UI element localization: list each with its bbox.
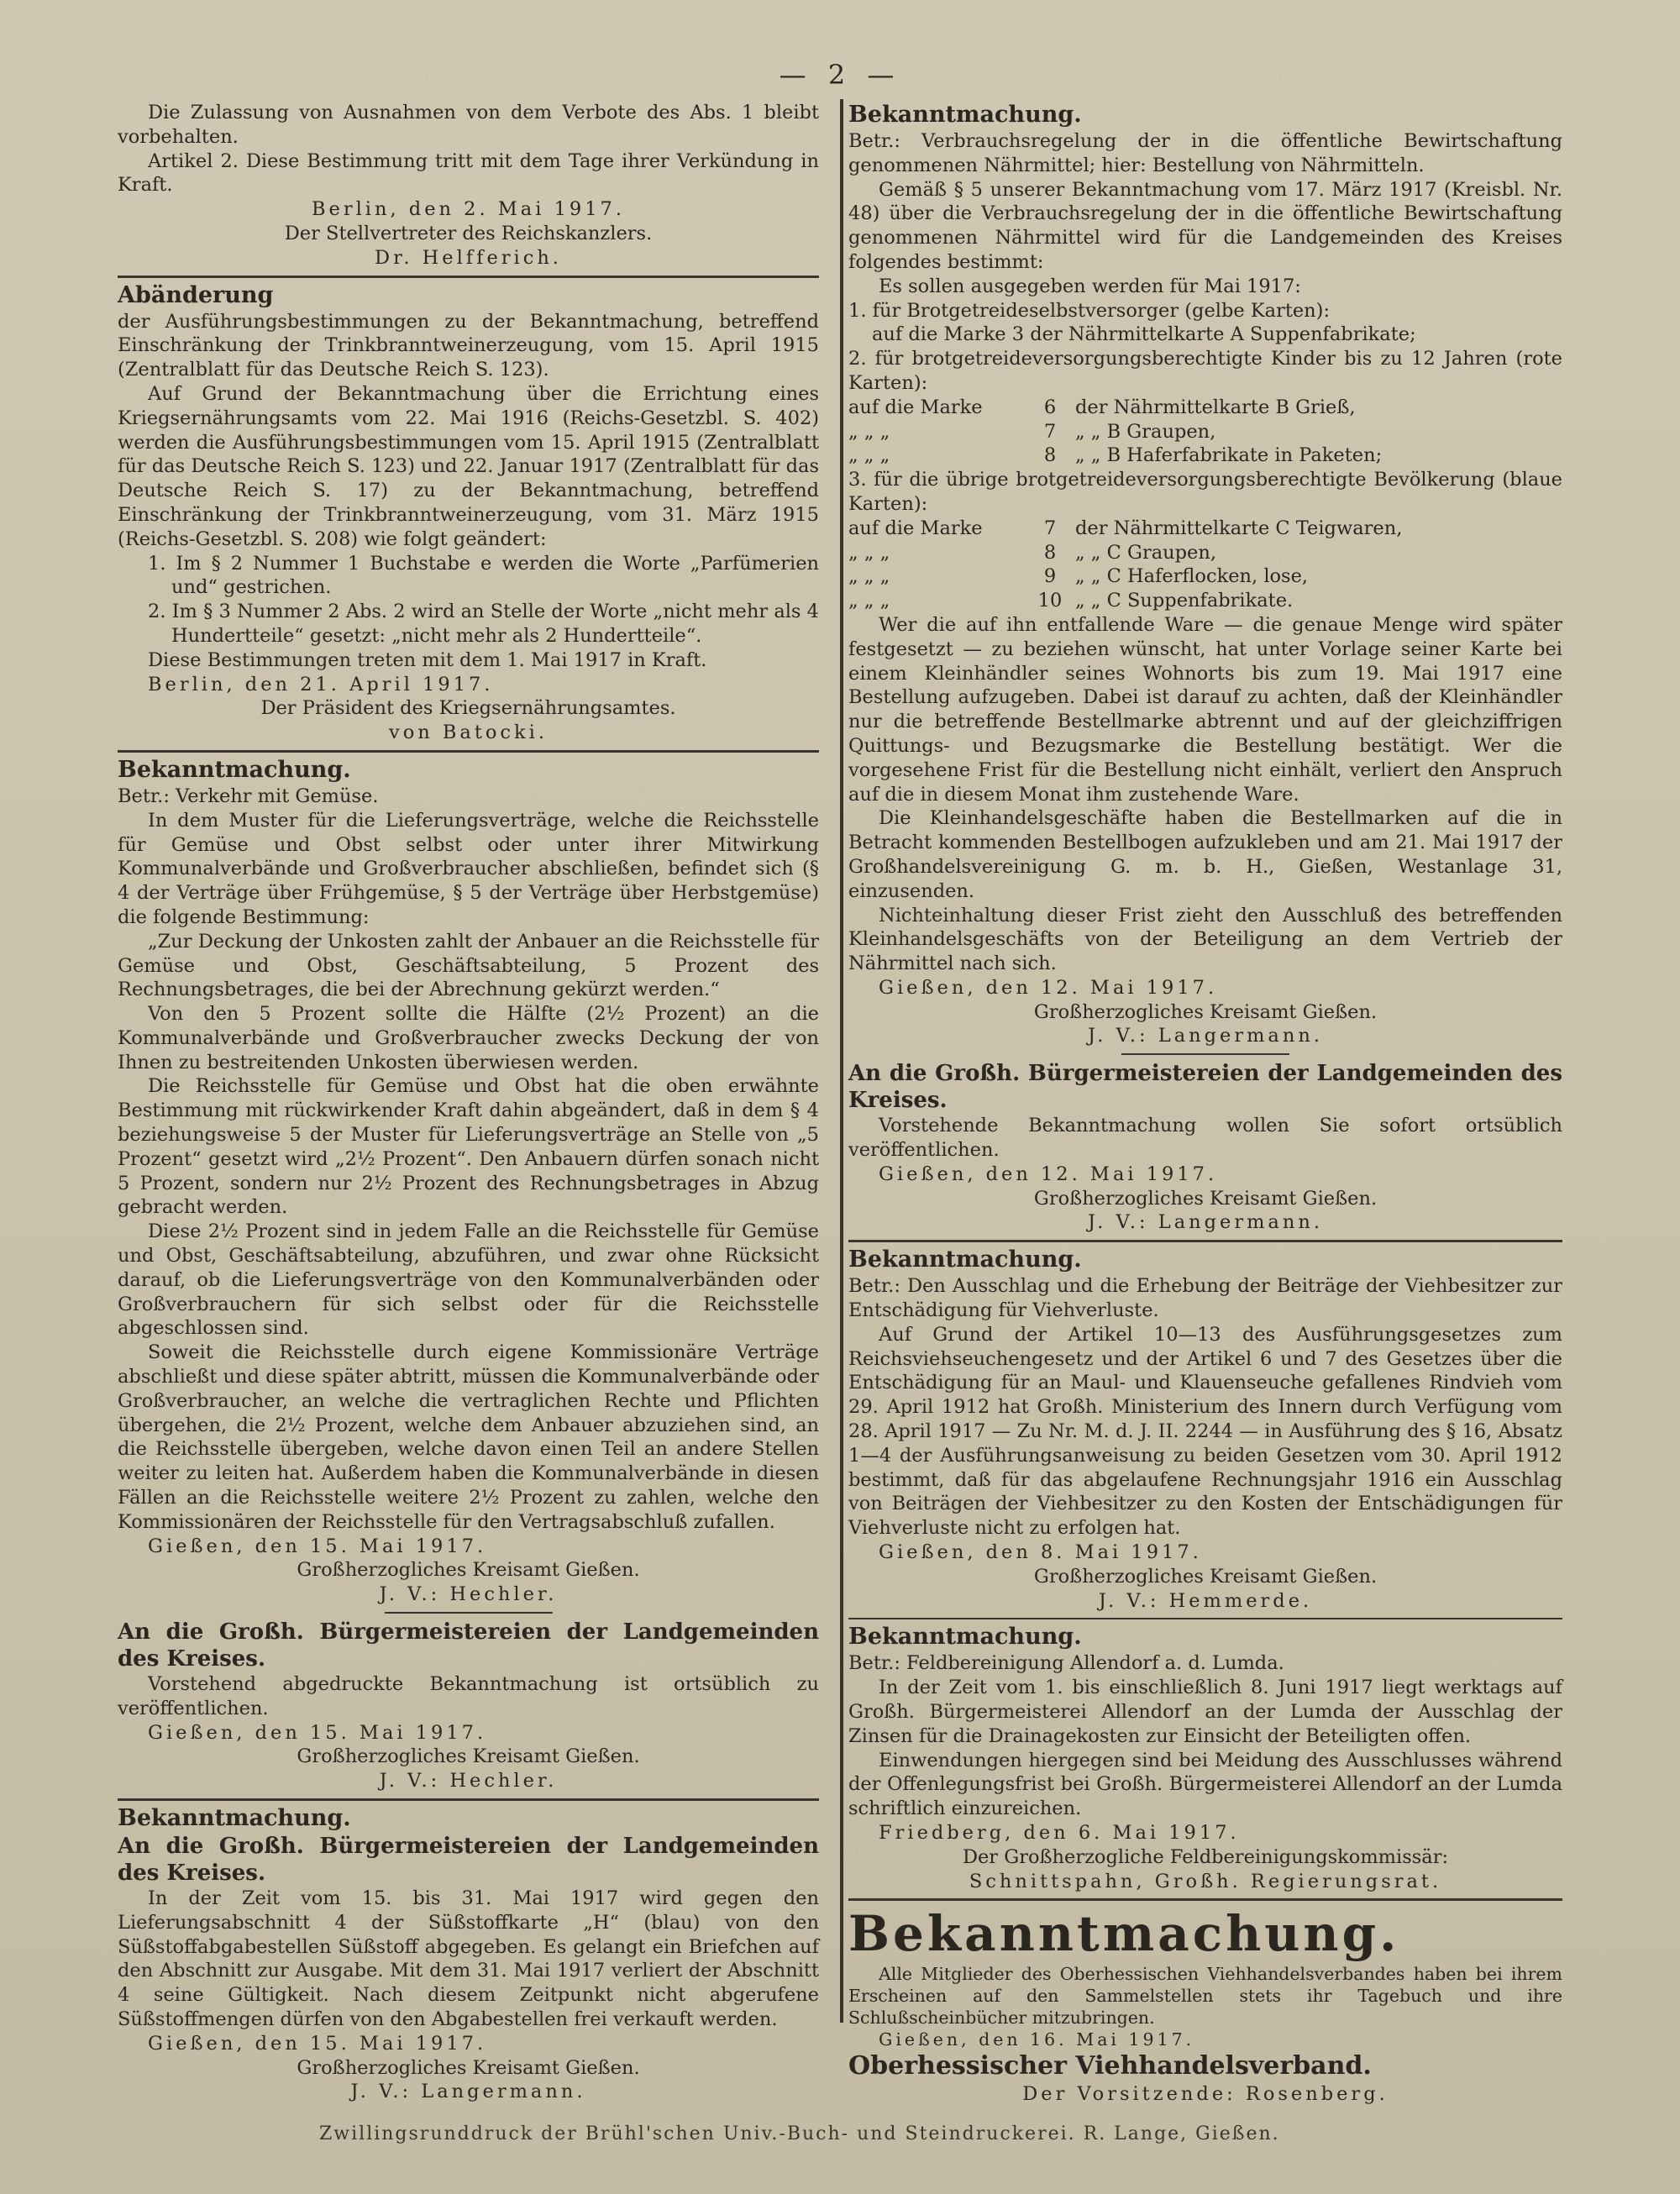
table-row — [848, 589, 1562, 613]
section-title: Bekanntmachung. — [848, 1624, 1082, 1651]
signer: von Batocki. — [388, 722, 549, 744]
organization: Oberhessischer Viehhandelsverband. — [848, 2051, 1372, 2081]
row-label: „ „ „ — [848, 444, 890, 467]
office: Großherzogliches Kreisamt Gießen. — [297, 1559, 640, 1582]
row-number: 7 — [1043, 420, 1057, 443]
section-title: Bekanntmachung. — [118, 1805, 351, 1831]
table-row — [848, 396, 1562, 420]
office: Großherzogliches Kreisamt Gießen. — [1033, 1565, 1378, 1588]
row-text: „ „ B Graupen, — [1075, 420, 1216, 443]
place-date: Berlin, den 21. April 1917. — [148, 673, 494, 695]
signer: J. V.: Hechler. — [379, 1583, 558, 1606]
paragraph: Von den 5 Prozent sollte die Hälfte (2½ Prozent) an die Kommunalverbände und Großverbraucher zwecks Deckung der von Ihnen zu bestreitenden Unkosten überwiesen werden. — [118, 1003, 819, 1073]
paragraph: Die Zulassung von Ausnahmen von dem Verbote des Abs. 1 bleibt vorbehalten. — [118, 102, 819, 148]
row-label: „ „ „ — [848, 420, 890, 443]
row-number: 6 — [1043, 396, 1057, 418]
place-date: Gießen, den 15. Mai 1917. — [148, 1535, 487, 1557]
subject-line: Betr.: Den Ausschlag und die Erhebung der Beiträge der Viehbesitzer zur Entschädigung für Viehverluste. — [848, 1275, 1562, 1322]
row-number: 7 — [1043, 517, 1057, 539]
place-date: Gießen, den 12. Mai 1917. — [879, 976, 1218, 999]
signer-role: Der Präsident des Kriegsernährungsamtes. — [260, 697, 676, 720]
subject-line: Betr.: Feldbereinigung Allendorf a. d. Lumda. — [848, 1652, 1284, 1675]
left-column — [118, 101, 819, 2104]
row-number: 10 — [1037, 590, 1063, 612]
paragraph: Nichteinhaltung dieser Frist zieht den Ausschluß des betreffenden Kleinhandelsgeschäfts von der Beteiligung an dem Vertrieb der Nährmittel nach sich. — [848, 904, 1562, 975]
list-item: 2. für brotgetreideversorgungsberechtigte Kinder bis zu 12 Jahren (rote Karten): — [848, 348, 1562, 394]
paragraph: In dem Muster für die Lieferungsverträge, welche die Reichsstelle für Gemüse und Obst selbst oder unter ihrer Mitwirkung Kommunalverbände und Großverbraucher abschließen, befindet sich (§ 4 der Verträge über Frühgemüse, § 5 der Verträge über Herbstgemüse) die folgende Bestimmung: — [118, 809, 819, 928]
place-date: Gießen, den 8. Mai 1917. — [879, 1541, 1202, 1564]
paragraph: Wer die auf ihn entfallende Ware — die genaue Menge wird später festgesetzt — zu beziehen wünscht, hat unter Vorlage seiner Karte bei einem Kleinhändler seines Wohnorts bis zum 19. Mai 1917 eine Bestellung aufzugeben. Dabei ist darauf zu achten, daß der Kleinhändler nur die betreffende Bestellmarke abtrennt und auf der gleichziffrigen Quittungs- und Bezugsmarke die Bestellung bestätigt. Wer die vorgesehene Frist für die Bestellung nicht einhält, verliert den Anspruch auf die in diesem Monat ihm zustehende Ware. — [848, 613, 1562, 806]
row-text: „ „ C Suppenfabrikate. — [1075, 590, 1294, 612]
paragraph: In der Zeit vom 15. bis 31. Mai 1917 wird gegen den Lieferungsabschnitt 4 der Süßstoffkarte „H“ (blau) von den Süßstoffabgabestellen Süßstoff abgegeben. Es gelangt ein Briefchen auf den Abschnitt zur Ausgabe. Mit dem 31. Mai 1917 verliert der Abschnitt 4 seine Gültigkeit. Nach diesem Zeitpunkt nicht abgerufene Süßstoffmengen dürfen von den Abgabestellen frei verkauft werden. — [118, 1887, 819, 2030]
signer: J. V.: Langermann. — [1088, 1211, 1323, 1234]
divider — [1121, 1053, 1289, 1055]
list-item: 1. für Brotgetreideselbstversorger (gelbe Karten): — [848, 299, 1331, 322]
paragraph: Die Reichsstelle für Gemüse und Obst hat die oben erwähnte Bestimmung mit rückwirkender Kraft dahin abgeändert, daß in dem § 4 beziehungsweise 5 der Muster für Lieferungsverträge an Stelle von „5 Prozent“ gesetzt wird „2½ Prozent“. Den Anbauern dürfen sonach nicht 5 Prozent, sondern nur 2½ Prozent des Rechnungsbetrages in Abzug gebracht werden. — [118, 1075, 819, 1219]
signer: Schnittspahn, Großh. Regierungsrat. — [969, 1870, 1442, 1892]
list-item: 1. Im § 2 Nummer 1 Buchstabe e werden die Worte „Parfümerien und“ gestrichen. — [148, 552, 819, 599]
column-divider — [840, 99, 843, 2023]
divider — [118, 1798, 819, 1801]
place-date: Friedberg, den 6. Mai 1917. — [879, 1822, 1240, 1844]
row-label: „ „ „ — [848, 590, 890, 612]
section-title: An die Großh. Bürgermeistereien der Landgemeinden des Kreises. — [848, 1061, 1562, 1114]
section-title: An die Großh. Bürgermeistereien der Landgemeinden des Kreises. — [118, 1619, 819, 1672]
paragraph: Vorstehend abgedruckte Bekanntmachung ist ortsüblich zu veröffentlichen. — [118, 1673, 819, 1719]
paragraph: Auf Grund der Artikel 10—13 des Ausführungsgesetzes zum Reichsviehseuchengesetz und der Artikel 6 und 7 des Gesetzes über die Entschädigung für an Maul- und Klauenseuche gefallenes Rindvieh vom 29. April 1912 hat Großh. Ministerium des Innern durch Verfügung vom 28. April 1917 — Zu Nr. M. d. J. II. 2244 — in Ausführung des § 16, Absatz 1—4 der Ausführungsanweisung zu beiden Gesetzen vom 30. April 1912 bestimmt, daß für das abgelaufene Rechnungsjahr 1916 ein Ausschlag von Beiträgen der Viehbesitzer zu den Kosten der Entschädigungen für Viehverluste nicht zu erfolgen hat. — [848, 1323, 1562, 1540]
section-title-large: Bekanntmachung. — [848, 1905, 1400, 1963]
row-label: auf die Marke — [848, 396, 983, 418]
row-number: 8 — [1043, 444, 1057, 467]
subject-line: Betr.: Verbrauchsregelung der in die öffentliche Bewirtschaftung genommenen Nährmittel; hier: Bestellung von Nährmitteln. — [848, 130, 1562, 176]
quote: „Zur Deckung der Unkosten zahlt der Anbauer an die Reichsstelle für Gemüse und Obst, Geschäftsabteilung, 5 Prozent des Rechnungsbetrages, die bei der Abrechnung gekürzt werden.“ — [118, 930, 819, 1001]
signer-role: Der Großherzogliche Feldbereinigungskommissär: — [962, 1845, 1449, 1868]
section-title: Bekanntmachung. — [118, 756, 351, 783]
subject-line: Betr.: Verkehr mit Gemüse. — [118, 785, 379, 807]
paragraph: Es sollen ausgegeben werden für Mai 1917: — [879, 275, 1301, 297]
office: Großherzogliches Kreisamt Gießen. — [1033, 1187, 1378, 1210]
list-item: 2. Im § 3 Nummer 2 Abs. 2 wird an Stelle der Worte „nicht mehr als 4 Hundertteile“ gesetzt: „nicht mehr als 2 Hundertteile“. — [148, 601, 819, 647]
row-label: „ „ „ — [848, 565, 890, 588]
paragraph: Gemäß § 5 unserer Bekanntmachung vom 17. März 1917 (Kreisbl. Nr. 48) über die Verbrauchsregelung der in die öffentliche Bewirtschaftung genommenen Nährmittel wird für die Landgemeinden des Kreises folgendes bestimmt: — [848, 178, 1562, 273]
paragraph: In der Zeit vom 1. bis einschließlich 8. Juni 1917 liegt werktags auf Großh. Bürgermeisterei Allendorf an der Lumda der Ausschlag der Zinsen für die Drainagekosten zur Einsicht der Beteiligten offen. — [848, 1677, 1562, 1747]
paragraph: Einwendungen hiergegen sind bei Meidung des Ausschlusses während der Offenlegungsfrist bei Großh. Bürgermeisterei Allendorf an der Lumda schriftlich einzureichen. — [848, 1749, 1562, 1820]
office: Großherzogliches Kreisamt Gießen. — [297, 1745, 640, 1768]
row-text: „ „ C Graupen, — [1075, 541, 1216, 564]
row-number: 9 — [1043, 565, 1057, 588]
row-text: der Nährmittelkarte B Grieß, — [1075, 396, 1356, 418]
table-row — [848, 420, 1562, 444]
table-row — [848, 517, 1562, 541]
list-subitem: auf die Marke 3 der Nährmittelkarte A Suppenfabrikate; — [872, 323, 1416, 346]
place-date: Gießen, den 15. Mai 1917. — [148, 2032, 487, 2055]
printer-imprint: Zwillingsrunddruck der Brühl'schen Univ.-Buch- und Steindruckerei. R. Lange, Gießen. — [319, 2123, 1280, 2144]
signer: J. V.: Hechler. — [379, 1770, 558, 1792]
paragraph: Diese 2½ Prozent sind in jedem Falle an die Reichsstelle für Gemüse und Obst, Geschäftsabteilung, abzuführen, und zwar ohne Rücksicht darauf, ob die Lieferungsverträge von den Kommunalverbänden oder Großverbrauchern für sich selbst oder für die Reichsstelle abgeschlossen sind. — [118, 1220, 819, 1340]
divider — [118, 750, 819, 753]
section-intro: der Ausführungsbestimmungen zu der Bekanntmachung, betreffend Einschränkung der Trinkbranntweinerzeugung, vom 15. April 1915 (Zentralblatt für das Deutsche Reich S. 123). — [118, 310, 819, 381]
paragraph: Diese Bestimmungen treten mit dem 1. Mai 1917 in Kraft. — [148, 648, 707, 671]
place-date: Gießen, den 16. Mai 1917. — [879, 2029, 1195, 2050]
row-label: „ „ „ — [848, 541, 890, 564]
row-text: „ „ B Haferfabrikate in Paketen; — [1075, 444, 1383, 467]
signer: J. V.: Langermann. — [350, 2081, 586, 2103]
row-text: der Nährmittelkarte C Teigwaren, — [1075, 517, 1403, 539]
section-subtitle: An die Großh. Bürgermeistereien der Landgemeinden des Kreises. — [118, 1834, 819, 1886]
office: Großherzogliches Kreisamt Gießen. — [1033, 1000, 1378, 1023]
right-column — [848, 101, 1562, 2107]
office: Großherzogliches Kreisamt Gießen. — [297, 2056, 640, 2079]
signer: Dr. Helfferich. — [375, 246, 562, 269]
section-title: Bekanntmachung. — [848, 1247, 1082, 1273]
table-row — [848, 541, 1562, 565]
paragraph: Vorstehende Bekanntmachung wollen Sie sofort ortsüblich veröffentlichen. — [848, 1115, 1562, 1162]
divider — [848, 1898, 1562, 1901]
paragraph: Die Kleinhandelsgeschäfte haben die Bestellmarken auf die in Betracht kommenden Bestellbogen aufzukleben und am 21. Mai 1917 der Großhandelsvereinigung G. m. b. H., Gießen, Westanlage 31, einzusenden. — [848, 807, 1562, 902]
paragraph: Auf Grund der Bekanntmachung über die Errichtung eines Kriegsernährungsamts vom 22. Mai 1916 (Reichs-Gesetzbl. S. 402) werden die Ausführungsbestimmungen vom 15. April 1915 (Zentralblatt für das Deutsche Reich S. 123) und 22. Januar 1917 (Zentralblatt für das Deutsche Reich S. 17) zu der Bekanntmachung, betreffend Einschränkung der Trinkbranntweinerzeugung, vom 31. März 1915 (Reichs-Gesetzbl. S. 208) wie folgt geändert: — [118, 382, 819, 550]
place-date: Gießen, den 15. Mai 1917. — [148, 1721, 487, 1744]
table-row — [848, 444, 1562, 468]
row-number: 8 — [1043, 541, 1057, 564]
table-row — [848, 564, 1562, 589]
paragraph: Artikel 2. Diese Bestimmung tritt mit dem Tage ihrer Verkündung in Kraft. — [118, 150, 819, 197]
divider — [848, 1618, 1562, 1619]
paragraph: Soweit die Reichsstelle durch eigene Kommissionäre Verträge abschließt und diese später abtritt, müssen die Kommunalverbände oder Großverbraucher, an welche die vertraglichen Rechte und Pflichten übergehen, die 2½ Prozent, welche dem Anbauer abzuziehen sind, an die Reichsstelle übergeben, welche davon einen Teil an andere Stellen weiter zu leiten hat. Außerdem haben die Kommunalverbände in diesen Fällen an die Reichsstelle weitere 2½ Prozent zu zahlen, welche den Kommissionären der Reichsstelle für den Vertragsabschluß zufallen. — [118, 1341, 819, 1533]
paragraph: Alle Mitglieder des Oberhessischen Viehhandelsverbandes haben bei ihrem Erscheinen auf den Sammelstellen stets ihr Tagebuch und ihre Schlußscheinbücher mitzubringen. — [848, 1964, 1562, 2029]
place-date: Gießen, den 12. Mai 1917. — [879, 1163, 1218, 1185]
divider — [385, 1612, 553, 1614]
signer-role: Der Stellvertreter des Reichskanzlers. — [284, 222, 653, 244]
row-label: auf die Marke — [848, 517, 983, 539]
divider — [848, 1240, 1562, 1242]
signer: J. V.: Hemmerde. — [1098, 1589, 1313, 1612]
signer: J. V.: Langermann. — [1088, 1025, 1323, 1047]
section-title: Abänderung — [118, 281, 274, 308]
section-title: Bekanntmachung. — [848, 102, 1082, 128]
list-item: 3. für die übrige brotgetreideversorgungsberechtigte Bevölkerung (blaue Karten): — [848, 469, 1562, 515]
signer: Der Vorsitzende: Rosenberg. — [1022, 2083, 1389, 2106]
page-number: — 2 — — [779, 59, 901, 91]
place-date: Berlin, den 2. Mai 1917. — [312, 198, 625, 221]
divider — [118, 276, 819, 278]
row-text: „ „ C Haferflocken, lose, — [1075, 565, 1309, 588]
